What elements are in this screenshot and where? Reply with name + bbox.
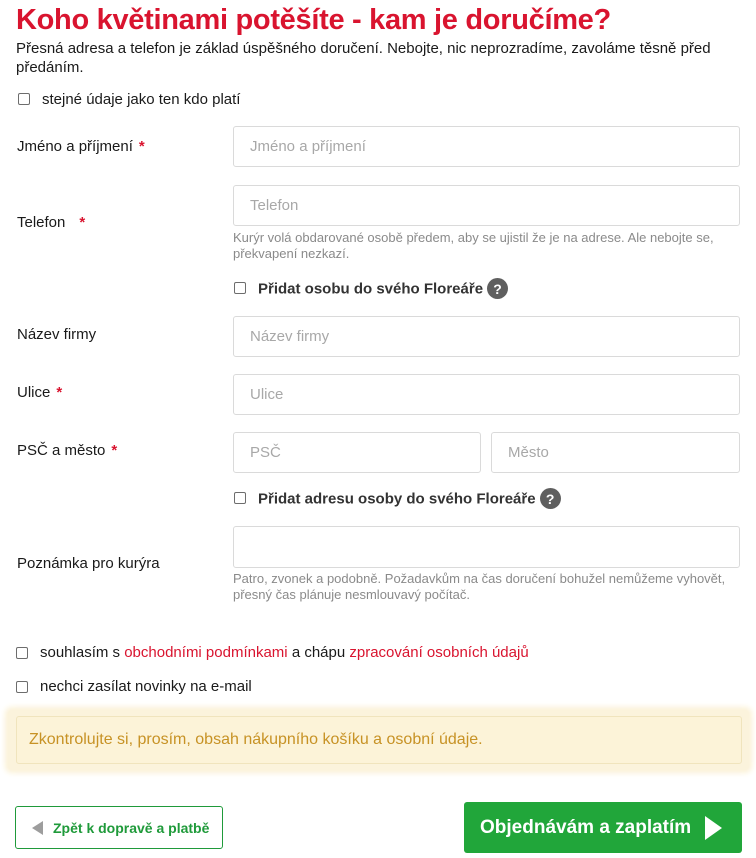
city-input[interactable]: Město: [491, 432, 740, 473]
street-label: Ulice *: [17, 384, 63, 401]
warning-alert: [8, 710, 749, 770]
courier-note-label: Poznámka pro kurýra: [17, 555, 160, 572]
consent-checkbox[interactable]: [16, 647, 28, 659]
required-marker: *: [56, 384, 63, 401]
name-label: Jméno a příjmení *: [17, 138, 145, 155]
name-input[interactable]: Jméno a příjmení: [233, 126, 740, 167]
add-person-checkbox[interactable]: [234, 282, 246, 294]
company-label: Název firmy: [17, 326, 97, 343]
phone-input[interactable]: Telefon: [233, 185, 740, 226]
phone-label: Telefon *: [17, 214, 86, 231]
arrow-left-icon: [32, 821, 43, 835]
street-input[interactable]: Ulice: [233, 374, 740, 415]
terms-link[interactable]: obchodními podmínkami: [124, 644, 288, 661]
arrow-right-icon: [705, 816, 722, 840]
required-marker: *: [138, 138, 145, 155]
question-icon[interactable]: ?: [540, 488, 561, 509]
newsletter-label: nechci zasílat novinky na e-mail: [40, 678, 252, 695]
question-icon[interactable]: ?: [487, 278, 508, 299]
add-address-label: Přidat adresu osoby do svého Floreáře ?: [258, 489, 561, 510]
required-marker: *: [79, 214, 86, 231]
courier-note-input[interactable]: [233, 526, 740, 568]
back-button[interactable]: Zpět k dopravě a platbě: [15, 806, 223, 849]
warning-alert-text: Zkontrolujte si, prosím, obsah nákupního košíku a osobní údaje.: [16, 716, 742, 764]
zip-city-label: PSČ a město *: [17, 442, 118, 459]
intro-text: Přesná adresa a telefon je základ úspěšného doručení. Nebojte, nic neprozradíme, zavoláme těsně před předáním.: [16, 40, 711, 76]
order-and-pay-button[interactable]: Objednávám a zaplatím: [464, 802, 742, 853]
company-input[interactable]: Název firmy: [233, 316, 740, 357]
add-person-label: Přidat osobu do svého Floreáře ?: [258, 279, 508, 300]
privacy-link[interactable]: zpracování osobních údajů: [349, 644, 529, 661]
same-data-label: stejné údaje jako ten kdo platí: [42, 91, 241, 108]
newsletter-checkbox[interactable]: [16, 681, 28, 693]
page-title: Koho květinami potěšíte - kam je doručíme?: [16, 4, 611, 36]
courier-note-help-text: Patro, zvonek a podobně. Požadavkům na čas doručení bohužel nemůžeme vyhovět, přesný čas plánuje nesmlouvavý počítač.: [233, 571, 726, 602]
zip-input[interactable]: PSČ: [233, 432, 481, 473]
required-marker: *: [111, 442, 118, 459]
add-address-checkbox[interactable]: [234, 492, 246, 504]
phone-help-text: Kurýr volá obdarované osobě předem, aby se ujistil že je na adrese. Ale nebojte se, překvapení nezkazí.: [233, 230, 714, 261]
consent-label: souhlasím s obchodními podmínkami a chápu zpracování osobních údajů: [40, 644, 529, 661]
same-data-checkbox[interactable]: [18, 93, 30, 105]
